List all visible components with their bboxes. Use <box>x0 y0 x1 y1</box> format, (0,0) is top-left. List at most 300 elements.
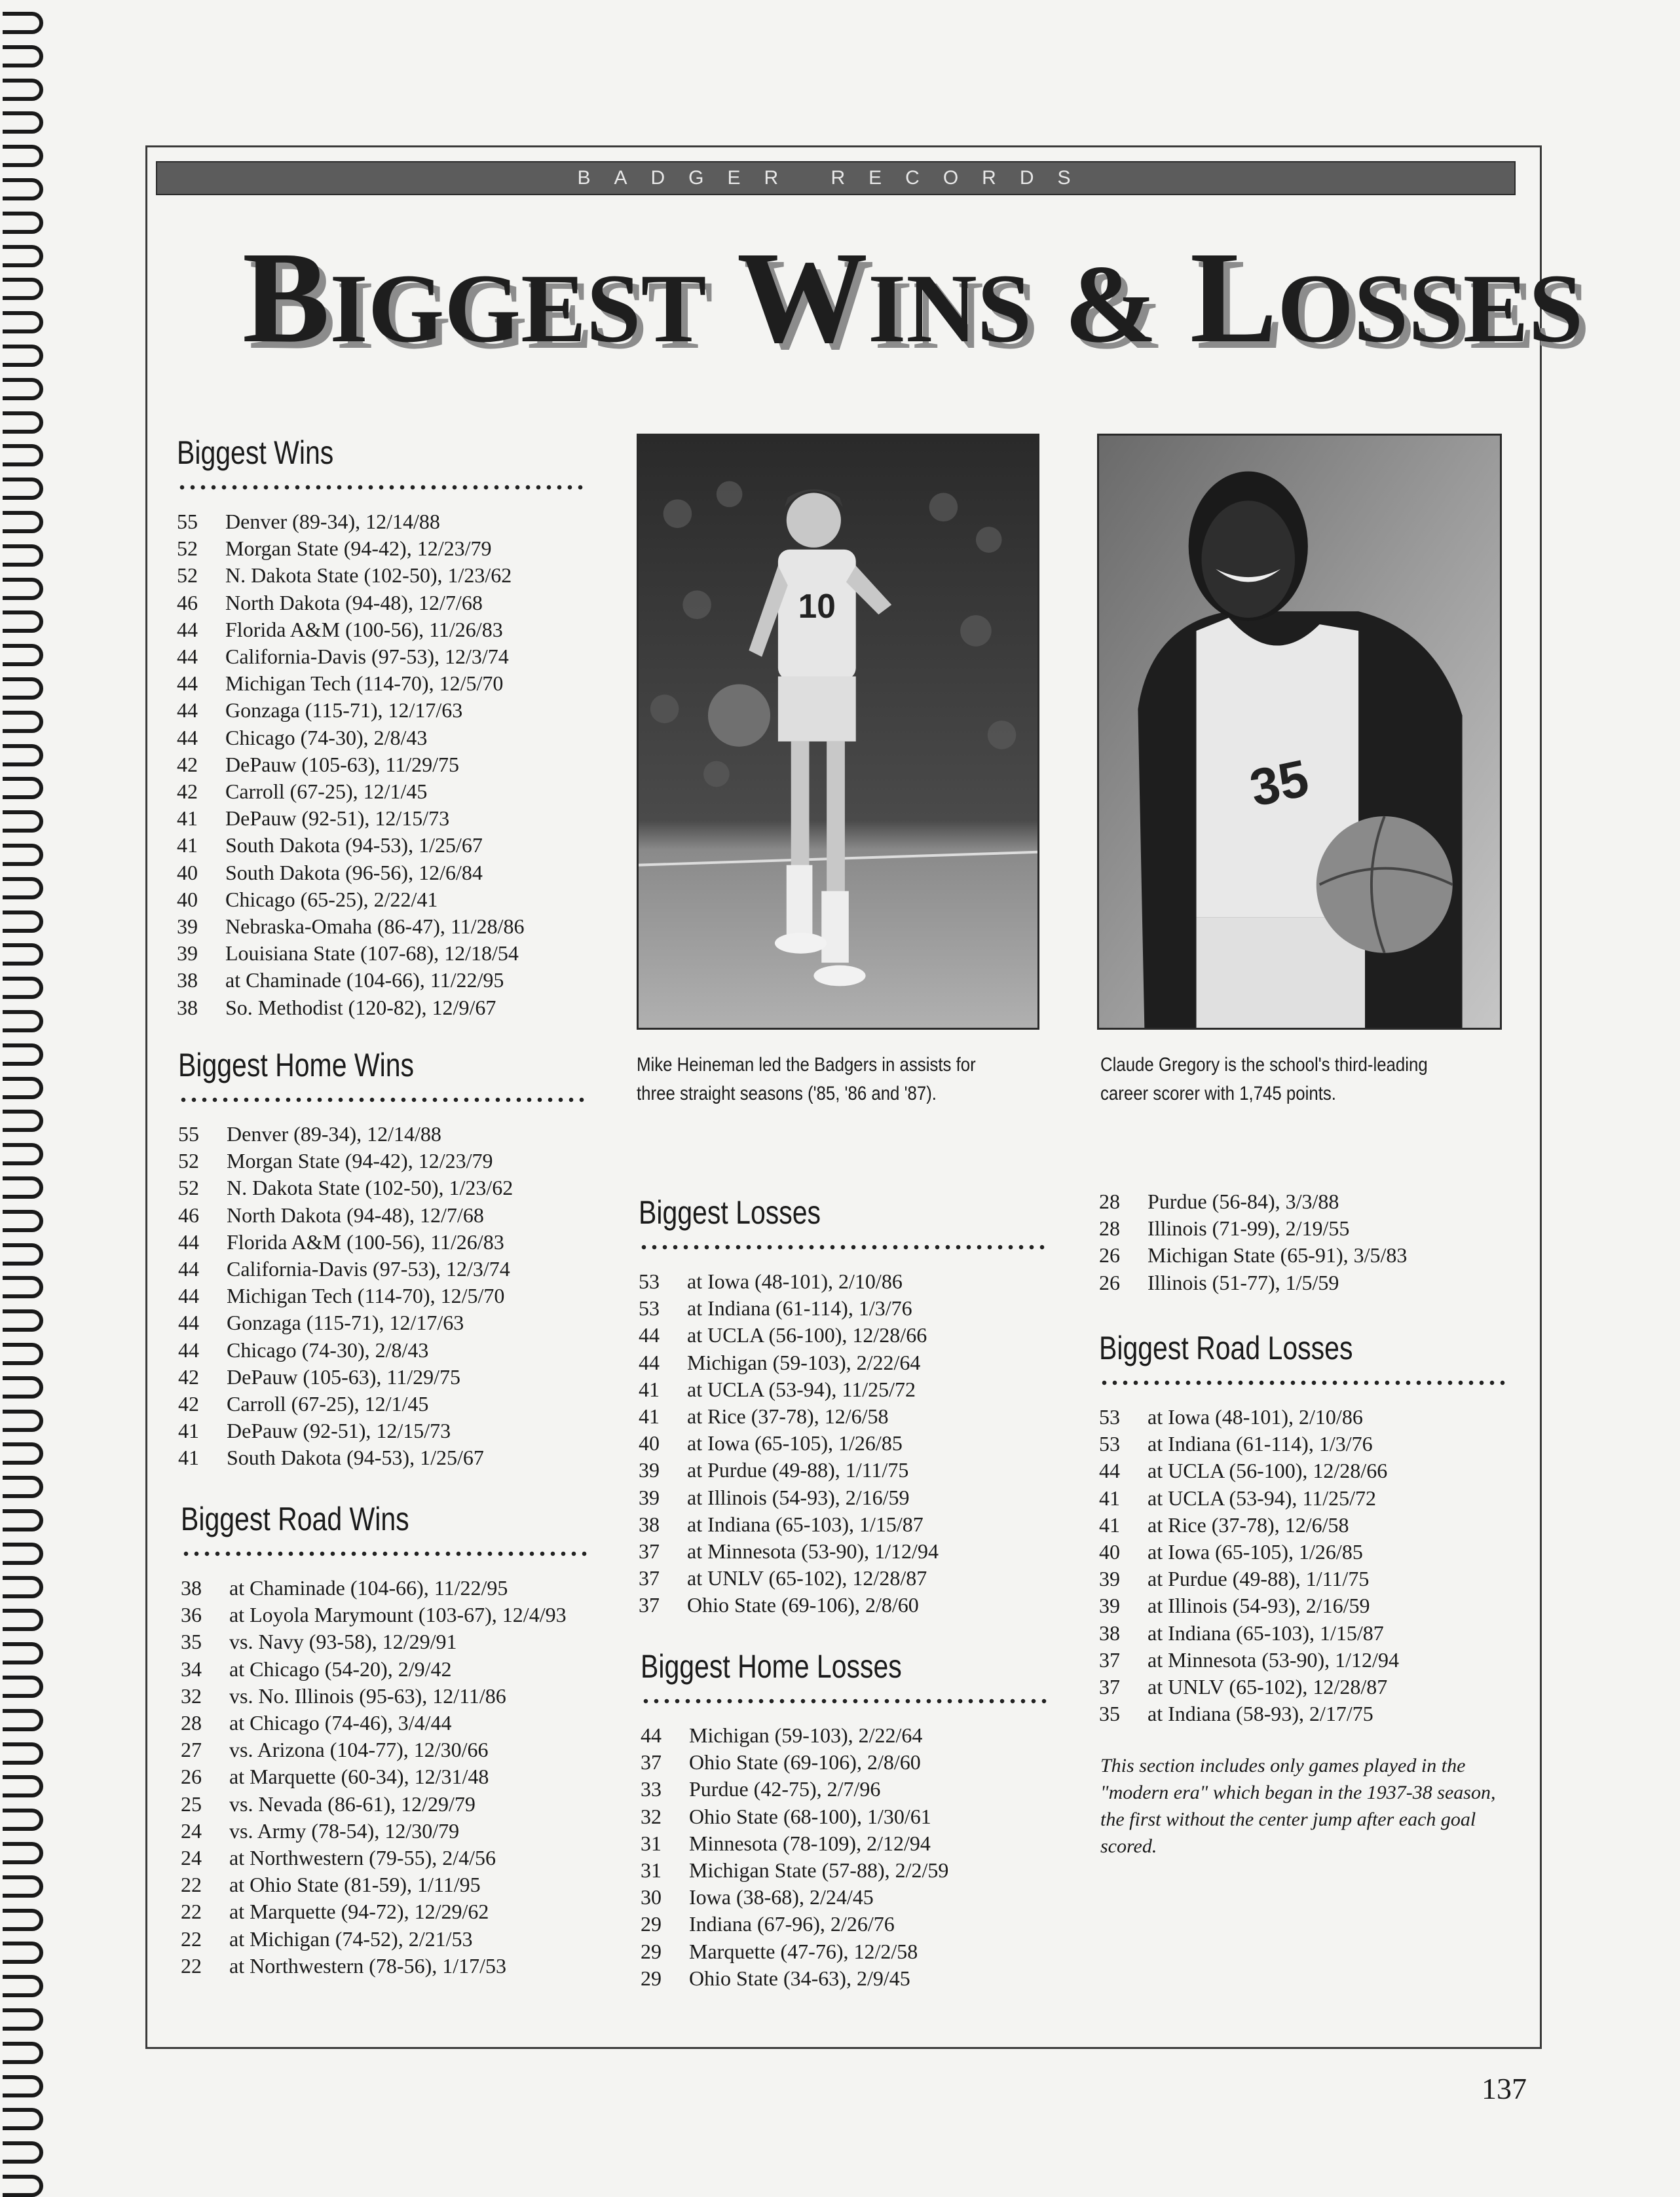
record-margin: 30 <box>641 1885 662 1909</box>
record-game: South Dakota (94-53), 1/25/67 <box>225 833 483 857</box>
record-margin: 44 <box>177 617 198 641</box>
record-margin: 22 <box>181 1873 202 1897</box>
record-margin: 32 <box>641 1804 662 1828</box>
record-game: Denver (89-34), 12/14/88 <box>225 510 440 533</box>
record-row <box>1099 1269 1505 1296</box>
record-row <box>639 1295 1045 1322</box>
record-row <box>1099 1620 1505 1647</box>
spiral-coil <box>3 1143 43 1165</box>
gregory-caption: Claude Gregory is the school's third-leading career scorer with 1,745 points. <box>1100 1054 1428 1104</box>
spiral-coil <box>3 1842 43 1864</box>
record-margin: 44 <box>641 1723 662 1747</box>
record-game: vs. Nevada (86-61), 12/29/79 <box>229 1792 476 1816</box>
spiral-coil <box>3 1376 43 1399</box>
record-row <box>1099 1404 1505 1431</box>
record-margin: 26 <box>181 1765 202 1789</box>
record-game: North Dakota (94-48), 12/7/68 <box>225 590 483 614</box>
spiral-coil <box>3 311 43 333</box>
spiral-coil <box>3 1043 43 1066</box>
spiral-coil <box>3 345 43 367</box>
record-margin: 37 <box>1099 1675 1120 1699</box>
record-margin: 46 <box>177 590 198 614</box>
record-game: Chicago (65-25), 2/22/41 <box>225 887 438 911</box>
record-row <box>178 1391 584 1418</box>
record-row <box>641 1965 1047 1992</box>
spiral-coil <box>3 977 43 999</box>
record-row <box>177 778 583 805</box>
record-game: at Chicago (74-46), 3/4/44 <box>229 1711 452 1735</box>
record-margin: 26 <box>1099 1270 1120 1294</box>
record-row <box>1099 1674 1505 1700</box>
record-row <box>639 1538 1045 1565</box>
spiral-coil <box>3 810 43 833</box>
record-game: DePauw (105-63), 11/29/75 <box>227 1364 460 1389</box>
record-row <box>181 1710 587 1737</box>
record-game: at UCLA (53-94), 11/25/72 <box>1148 1486 1376 1510</box>
spiral-coil <box>3 844 43 866</box>
record-margin: 29 <box>641 1939 662 1963</box>
record-margin: 52 <box>178 1176 199 1200</box>
spiral-coil <box>3 1676 43 1698</box>
spiral-coil <box>3 1709 43 1731</box>
record-margin: 44 <box>1099 1459 1120 1483</box>
spiral-coil <box>3 1077 43 1099</box>
record-row <box>1099 1512 1505 1539</box>
record-row <box>178 1256 584 1283</box>
record-game: at Marquette (60-34), 12/31/48 <box>229 1765 489 1789</box>
spiral-coil <box>3 178 43 200</box>
record-row <box>1099 1485 1505 1512</box>
record-game: DePauw (92-51), 12/15/73 <box>227 1419 451 1443</box>
record-row <box>178 1337 584 1364</box>
record-row <box>181 1575 587 1602</box>
record-game: at Iowa (65-105), 1/26/85 <box>1148 1540 1363 1564</box>
record-game: Florida A&M (100-56), 11/26/83 <box>227 1230 504 1254</box>
record-game: at UNLV (65-102), 12/28/87 <box>687 1566 927 1590</box>
biggest-wins-list <box>177 508 583 1021</box>
record-game: North Dakota (94-48), 12/7/68 <box>227 1203 484 1227</box>
record-margin: 53 <box>1099 1432 1120 1456</box>
spiral-coil <box>3 1210 43 1232</box>
record-game: Michigan (59-103), 2/22/64 <box>689 1723 923 1747</box>
record-margin: 39 <box>639 1458 660 1482</box>
record-row <box>641 1803 1047 1830</box>
record-row <box>639 1322 1045 1349</box>
record-margin: 41 <box>1099 1512 1120 1537</box>
spiral-coil <box>3 943 43 966</box>
spiral-coil <box>3 1110 43 1132</box>
record-margin: 53 <box>1099 1405 1120 1429</box>
spiral-coil <box>3 1176 43 1199</box>
record-row <box>1099 1242 1505 1269</box>
biggest-home-losses-list <box>641 1722 1047 1992</box>
record-game: at Marquette (94-72), 12/29/62 <box>229 1900 489 1924</box>
record-row <box>641 1911 1047 1938</box>
record-margin: 38 <box>1099 1621 1120 1645</box>
record-margin: 41 <box>1099 1486 1120 1510</box>
record-game: Morgan State (94-42), 12/23/79 <box>227 1149 493 1173</box>
spiral-coil <box>3 1309 43 1332</box>
record-row <box>178 1309 584 1336</box>
spiral-coil <box>3 278 43 300</box>
record-game: at Illinois (54-93), 2/16/59 <box>687 1485 910 1509</box>
record-game: Florida A&M (100-56), 11/26/83 <box>225 617 503 641</box>
record-row <box>1099 1457 1505 1484</box>
spiral-coil <box>3 1576 43 1598</box>
spiral-coil <box>3 478 43 500</box>
record-row <box>1099 1539 1505 1566</box>
record-row <box>181 1683 587 1710</box>
spiral-coil <box>3 1642 43 1664</box>
spiral-coil <box>3 911 43 933</box>
spiral-coil <box>3 245 43 267</box>
record-row <box>641 1857 1047 1884</box>
record-margin: 32 <box>181 1683 202 1708</box>
record-margin: 28 <box>1099 1216 1120 1241</box>
record-margin: 35 <box>1099 1702 1120 1726</box>
record-margin: 44 <box>178 1230 199 1254</box>
record-row <box>641 1938 1047 1965</box>
record-game: at UNLV (65-102), 12/28/87 <box>1148 1675 1388 1699</box>
biggest-road-losses-list <box>1099 1404 1505 1727</box>
record-game: Gonzaga (115-71), 12/17/63 <box>225 698 463 723</box>
record-margin: 39 <box>1099 1594 1120 1618</box>
record-game: at UCLA (56-100), 12/28/66 <box>1148 1459 1388 1483</box>
record-row <box>639 1349 1045 1376</box>
record-game: at Northwestern (78-56), 1/17/53 <box>229 1953 507 1978</box>
record-margin: 38 <box>177 968 198 992</box>
record-margin: 22 <box>181 1926 202 1951</box>
record-game: at Ohio State (81-59), 1/11/95 <box>229 1873 481 1897</box>
record-row <box>639 1403 1045 1430</box>
record-game: Ohio State (69-106), 2/8/60 <box>687 1593 919 1617</box>
record-margin: 28 <box>181 1711 202 1735</box>
home-losses-continued-section <box>1099 1188 1505 1296</box>
record-margin: 35 <box>181 1630 202 1654</box>
dotted-divider <box>181 1551 587 1556</box>
record-row <box>641 1776 1047 1803</box>
record-game: at Indiana (61-114), 1/3/76 <box>687 1296 912 1321</box>
record-game: Michigan State (65-91), 3/5/83 <box>1148 1243 1408 1268</box>
record-row <box>177 562 583 589</box>
record-row <box>181 1737 587 1763</box>
record-game: Morgan State (94-42), 12/23/79 <box>225 536 492 561</box>
spiral-coil <box>3 1975 43 1997</box>
spiral-coil <box>3 1509 43 1531</box>
record-margin: 37 <box>1099 1647 1120 1672</box>
record-margin: 26 <box>1099 1243 1120 1268</box>
record-row <box>177 994 583 1021</box>
record-row <box>639 1484 1045 1511</box>
record-row <box>181 1898 587 1925</box>
dotted-divider <box>1099 1380 1505 1385</box>
spiral-coil <box>3 1609 43 1631</box>
spiral-coil <box>3 444 43 466</box>
record-row <box>181 1871 587 1898</box>
record-row <box>178 1202 584 1229</box>
record-row <box>639 1511 1045 1538</box>
record-game: vs. Navy (93-58), 12/29/91 <box>229 1630 457 1654</box>
record-row <box>1099 1188 1505 1215</box>
record-margin: 24 <box>181 1818 202 1843</box>
record-game: at Minnesota (53-90), 1/12/94 <box>1148 1647 1399 1672</box>
record-game: at UCLA (56-100), 12/28/66 <box>687 1323 927 1347</box>
record-row <box>181 1791 587 1818</box>
record-row <box>178 1174 584 1201</box>
record-game: at Illinois (54-93), 2/16/59 <box>1148 1594 1370 1618</box>
record-game: Purdue (56-84), 3/3/88 <box>1148 1190 1339 1213</box>
record-margin: 42 <box>178 1364 199 1389</box>
record-margin: 40 <box>177 887 198 911</box>
home-losses-continued-list <box>1099 1188 1505 1296</box>
record-margin: 42 <box>178 1392 199 1416</box>
record-game: Michigan (59-103), 2/22/64 <box>687 1350 921 1374</box>
spiral-coil <box>3 1909 43 1931</box>
record-row <box>177 805 583 832</box>
record-row <box>177 724 583 751</box>
record-game: Michigan Tech (114-70), 12/5/70 <box>225 671 504 696</box>
record-row <box>177 859 583 886</box>
record-game: Illinois (51-77), 1/5/59 <box>1148 1270 1339 1294</box>
spiral-coil <box>3 1742 43 1765</box>
record-margin: 37 <box>641 1750 662 1775</box>
record-margin: 42 <box>177 752 198 776</box>
record-row <box>1099 1431 1505 1457</box>
record-row <box>641 1722 1047 1749</box>
spiral-coil <box>3 877 43 899</box>
record-game: California-Davis (97-53), 12/3/74 <box>225 645 509 669</box>
record-game: Gonzaga (115-71), 12/17/63 <box>227 1311 464 1335</box>
record-margin: 44 <box>639 1323 660 1347</box>
record-game: DePauw (105-63), 11/29/75 <box>225 752 459 776</box>
record-margin: 44 <box>177 698 198 723</box>
record-row <box>177 616 583 643</box>
record-game: Iowa (38-68), 2/24/45 <box>689 1885 874 1909</box>
record-row <box>641 1749 1047 1776</box>
record-row <box>1099 1215 1505 1242</box>
record-margin: 39 <box>177 941 198 966</box>
spiral-coil <box>3 677 43 700</box>
record-row <box>177 697 583 724</box>
record-row <box>1099 1592 1505 1619</box>
record-row <box>181 1953 587 1980</box>
record-margin: 44 <box>177 725 198 749</box>
record-game: at Northwestern (79-55), 2/4/56 <box>229 1846 496 1870</box>
record-margin: 38 <box>639 1512 660 1536</box>
spiral-coil <box>3 1942 43 1964</box>
record-game: Carroll (67-25), 12/1/45 <box>225 779 428 804</box>
biggest-home-losses-section <box>641 1646 1047 1992</box>
record-game: vs. Arizona (104-77), 12/30/66 <box>229 1738 489 1762</box>
record-game: at Chaminade (104-66), 11/22/95 <box>229 1576 508 1600</box>
record-margin: 28 <box>1099 1190 1120 1213</box>
record-row <box>181 1656 587 1683</box>
record-row <box>181 1845 587 1871</box>
record-margin: 31 <box>641 1831 662 1855</box>
record-row <box>181 1628 587 1655</box>
record-margin: 40 <box>1099 1540 1120 1564</box>
record-game: at Chicago (54-20), 2/9/42 <box>229 1657 452 1681</box>
record-row <box>177 508 583 535</box>
record-margin: 27 <box>181 1738 202 1762</box>
record-row <box>177 967 583 994</box>
record-row <box>178 1283 584 1309</box>
record-margin: 34 <box>181 1657 202 1681</box>
record-margin: 38 <box>177 995 198 1019</box>
spiral-coil <box>3 1543 43 1565</box>
biggest-home-wins-heading: Biggest Home Wins <box>178 1047 415 1083</box>
record-game: Nebraska-Omaha (86-47), 11/28/86 <box>225 914 525 939</box>
record-margin: 41 <box>639 1377 660 1401</box>
record-game: at Purdue (49-88), 1/11/75 <box>1148 1567 1370 1591</box>
dotted-divider <box>178 1097 584 1102</box>
spiral-coil <box>3 2141 43 2164</box>
record-row <box>177 535 583 562</box>
record-game: So. Methodist (120-82), 12/9/67 <box>225 995 496 1019</box>
record-game: Indiana (67-96), 2/26/76 <box>689 1912 895 1936</box>
spiral-coil <box>3 1010 43 1032</box>
record-margin: 42 <box>177 779 198 804</box>
spiral-coil <box>3 212 43 234</box>
spiral-coil <box>3 2075 43 2097</box>
record-margin: 46 <box>178 1203 199 1227</box>
spiral-coil <box>3 744 43 766</box>
record-row <box>178 1121 584 1148</box>
biggest-road-losses-section <box>1099 1328 1505 1727</box>
biggest-road-wins-heading: Biggest Road Wins <box>181 1501 409 1537</box>
record-row <box>181 1763 587 1790</box>
spiral-coil <box>3 1476 43 1498</box>
record-game: Louisiana State (107-68), 12/18/54 <box>225 941 519 966</box>
record-margin: 44 <box>177 645 198 669</box>
record-margin: 41 <box>177 806 198 831</box>
biggest-road-wins-list <box>181 1575 587 1980</box>
dotted-divider <box>177 485 583 490</box>
svg-text:35: 35 <box>1244 748 1314 817</box>
record-game: N. Dakota State (102-50), 1/23/62 <box>227 1176 513 1200</box>
record-row <box>181 1818 587 1845</box>
spiral-coil <box>3 1243 43 1266</box>
spiral-coil <box>3 1410 43 1432</box>
record-game: Illinois (71-99), 2/19/55 <box>1148 1216 1350 1241</box>
record-game: at Indiana (65-103), 1/15/87 <box>687 1512 924 1536</box>
spiral-coil <box>3 2042 43 2064</box>
record-game: at Iowa (65-105), 1/26/85 <box>687 1431 903 1455</box>
record-game: at Rice (37-78), 12/6/58 <box>687 1404 889 1429</box>
record-game: at Indiana (65-103), 1/15/87 <box>1148 1621 1384 1645</box>
record-game: N. Dakota State (102-50), 1/23/62 <box>225 563 512 588</box>
biggest-road-wins-section <box>181 1499 587 1980</box>
record-game: Chicago (74-30), 2/8/43 <box>225 725 428 749</box>
record-game: South Dakota (94-53), 1/25/67 <box>227 1446 484 1470</box>
record-margin: 52 <box>177 536 198 561</box>
record-game: Marquette (47-76), 12/2/58 <box>689 1939 918 1963</box>
record-margin: 41 <box>178 1446 199 1470</box>
record-margin: 40 <box>177 860 198 884</box>
record-game: at Chaminade (104-66), 11/22/95 <box>225 968 504 992</box>
biggest-losses-heading: Biggest Losses <box>639 1194 821 1231</box>
record-margin: 31 <box>641 1858 662 1883</box>
record-game: at Purdue (49-88), 1/11/75 <box>687 1458 909 1482</box>
record-row <box>1099 1566 1505 1592</box>
record-margin: 38 <box>181 1576 202 1600</box>
record-margin: 39 <box>1099 1567 1120 1591</box>
record-margin: 22 <box>181 1953 202 1978</box>
record-margin: 44 <box>178 1311 199 1335</box>
spiral-coil <box>3 1276 43 1298</box>
record-row <box>1099 1647 1505 1674</box>
spiral-coil <box>3 610 43 633</box>
record-game: DePauw (92-51), 12/15/73 <box>225 806 450 831</box>
spiral-coil <box>3 411 43 434</box>
svg-text:10: 10 <box>798 587 836 626</box>
record-margin: 39 <box>639 1485 660 1509</box>
record-row <box>178 1148 584 1174</box>
spiral-coil <box>3 777 43 799</box>
record-margin: 22 <box>181 1900 202 1924</box>
record-row <box>181 1926 587 1953</box>
record-row <box>177 832 583 859</box>
biggest-wins-section <box>177 432 583 1021</box>
record-row <box>639 1565 1045 1592</box>
record-row <box>1099 1700 1505 1727</box>
record-row <box>639 1376 1045 1403</box>
record-row <box>641 1830 1047 1857</box>
record-margin: 55 <box>177 510 198 533</box>
record-row <box>178 1364 584 1391</box>
biggest-losses-section <box>639 1192 1045 1619</box>
biggest-losses-list <box>639 1268 1045 1619</box>
dotted-divider <box>641 1699 1047 1704</box>
spiral-coil <box>3 544 43 567</box>
modern-era-footnote: This section includes only games played in the "modern era" which began in the 1937-38 season, the first without the center jump after each goal scored. <box>1100 1755 1496 1857</box>
record-game: Chicago (74-30), 2/8/43 <box>227 1338 429 1362</box>
record-game: Minnesota (78-109), 2/12/94 <box>689 1831 931 1855</box>
record-margin: 44 <box>178 1284 199 1308</box>
record-row <box>641 1884 1047 1911</box>
record-game: at Minnesota (53-90), 1/12/94 <box>687 1539 939 1564</box>
spiral-coil <box>3 79 43 101</box>
record-margin: 36 <box>181 1603 202 1627</box>
spiral-coil <box>3 1775 43 1797</box>
gregory-photo <box>1097 434 1502 1030</box>
record-game: Denver (89-34), 12/14/88 <box>227 1122 441 1146</box>
record-game: Purdue (42-75), 2/7/96 <box>689 1777 881 1801</box>
record-margin: 29 <box>641 1966 662 1990</box>
biggest-home-wins-section <box>178 1045 584 1472</box>
record-row <box>177 643 583 670</box>
record-row <box>178 1418 584 1444</box>
record-row <box>177 751 583 778</box>
spiral-coil <box>3 45 43 67</box>
record-margin: 24 <box>181 1846 202 1870</box>
spiral-binding <box>0 0 59 2197</box>
record-margin: 25 <box>181 1792 202 1816</box>
record-game: vs. No. Illinois (95-63), 12/11/86 <box>229 1683 506 1708</box>
dotted-divider <box>639 1245 1045 1250</box>
heineman-photo <box>637 434 1039 1030</box>
spiral-coil <box>3 145 43 167</box>
spiral-coil <box>3 12 43 34</box>
record-row <box>181 1602 587 1628</box>
record-row <box>177 940 583 967</box>
record-margin: 44 <box>639 1350 660 1374</box>
record-margin: 37 <box>639 1566 660 1590</box>
record-row <box>177 886 583 913</box>
spiral-coil <box>3 511 43 533</box>
record-game: vs. Army (78-54), 12/30/79 <box>229 1818 460 1843</box>
record-game: at UCLA (53-94), 11/25/72 <box>687 1377 916 1401</box>
